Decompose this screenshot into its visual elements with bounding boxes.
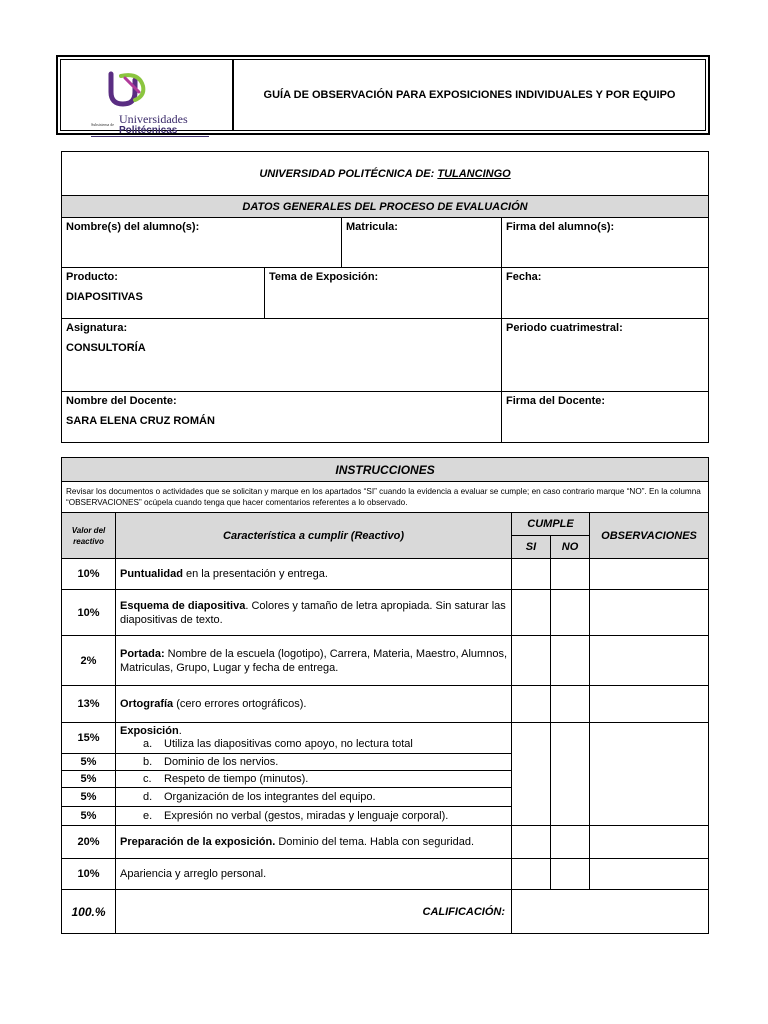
no-cell[interactable] [551,826,590,859]
no-cell[interactable] [551,636,590,686]
total-row [62,890,709,934]
calificacion-label: CALIFICACIÓN: [116,890,512,934]
observaciones-cell[interactable] [590,686,709,723]
no-cell[interactable] [551,723,590,826]
row-description: Esquema de diapositiva. Colores y tamaño de letra apropiada. Sin saturar las diapositivas de texto. [116,590,512,636]
logo-underline [91,136,209,137]
row-description: b. Dominio de los nervios. [116,754,512,771]
logo-cell [61,60,234,136]
row-value: 10% [62,859,116,890]
nombre-docente-field[interactable]: Nombre del Docente: SARA ELENA CRUZ ROMÁN [62,392,502,443]
row-description: Exposición. a. Utiliza las diapositivas como apoyo, no lectura total [116,723,512,754]
si-cell[interactable] [512,590,551,636]
table-row [62,686,709,723]
docente-value: SARA ELENA CRUZ ROMÁN [66,415,215,427]
firma-docente-field[interactable]: Firma del Docente: [502,392,709,443]
table-row [62,636,709,686]
asignatura-value: CONSULTORÍA [66,342,146,354]
row-description: Apariencia y arreglo personal. [116,859,512,890]
row-value: 5% [62,754,116,771]
row-value: 13% [62,686,116,723]
periodo-cuatrimestral-field[interactable]: Periodo cuatrimestral: [502,319,709,392]
logo-text-universidades: Universidades [119,112,188,126]
observaciones-cell[interactable] [590,590,709,636]
row-value: 5% [62,771,116,788]
row-description: Ortografía (cero errores ortográficos). [116,686,512,723]
document-header [56,55,710,135]
tema-exposicion-field[interactable]: Tema de Exposición: [265,268,502,319]
si-cell[interactable] [512,859,551,890]
university-heading: UNIVERSIDAD POLITÉCNICA DE: TULANCINGO [62,152,709,196]
si-cell[interactable] [512,636,551,686]
row-value: 10% [62,590,116,636]
observaciones-cell[interactable] [590,859,709,890]
row-value: 20% [62,826,116,859]
row-description: d. Organización de los integrantes del equipo. [116,788,512,807]
instrucciones-text: Revisar los documentos o actividades que se solicitan y marque en los apartados “SI” cuando la evidencia a evaluar se cumple; en caso contrario marque “NO”. En la columna “OBSERVACIONES” ocúpela cuando tenga que hacer comentarios referentes a lo observado. [62,482,709,513]
observaciones-cell[interactable] [590,559,709,590]
calificacion-field[interactable] [512,890,709,934]
matricula-field[interactable]: Matricula: [342,218,502,268]
col-no: NO [551,536,590,559]
row-description: Puntualidad en la presentación y entrega. [116,559,512,590]
col-cumple: CUMPLE [512,513,590,536]
col-observaciones: OBSERVACIONES [590,513,709,559]
col-caracteristica: Característica a cumplir (Reactivo) [116,513,512,559]
logo-subtext: Subsistema de [91,122,114,127]
col-si: SI [512,536,551,559]
row-description: e. Expresión no verbal (gestos, miradas y lenguaje corporal). [116,807,512,826]
asignatura-field[interactable]: Asignatura: CONSULTORÍA [62,319,502,392]
datos-generales-heading: DATOS GENERALES DEL PROCESO DE EVALUACIÓN [62,196,709,218]
instrucciones-heading: INSTRUCCIONES [62,458,709,482]
university-name: TULANCINGO [437,167,511,180]
row-description: Preparación de la exposición. Dominio del tema. Habla con seguridad. [116,826,512,859]
total-value: 100.% [62,890,116,934]
row-value: 2% [62,636,116,686]
row-value: 15% [62,723,116,754]
table-row [62,590,709,636]
col-valor-reactivo: Valor del reactivo [62,513,116,559]
table-row [62,859,709,890]
table-row [62,559,709,590]
nombre-alumno-field[interactable]: Nombre(s) del alumno(s): [62,218,342,268]
header-inner [60,59,706,136]
si-cell[interactable] [512,826,551,859]
row-value: 5% [62,807,116,826]
fecha-field[interactable]: Fecha: [502,268,709,319]
row-value: 10% [62,559,116,590]
observaciones-cell[interactable] [590,826,709,859]
si-cell[interactable] [512,559,551,590]
producto-field[interactable]: Producto: DIAPOSITIVAS [62,268,265,319]
observaciones-cell[interactable] [590,723,709,826]
row-description: Portada: Nombre de la escuela (logotipo), Carrera, Materia, Maestro, Alumnos, Matriculas, Grupo, Lugar y fecha de entrega. [116,636,512,686]
no-cell[interactable] [551,686,590,723]
no-cell[interactable] [551,559,590,590]
universidades-politecnicas-logo [105,70,149,110]
producto-value: DIAPOSITIVAS [66,291,143,303]
no-cell[interactable] [551,859,590,890]
table-row [62,826,709,859]
si-cell[interactable] [512,723,551,826]
datos-generales-table [61,151,709,443]
observaciones-cell[interactable] [590,636,709,686]
row-description: c. Respeto de tiempo (minutos). [116,771,512,788]
table-row [62,723,709,754]
firma-alumno-field[interactable]: Firma del alumno(s): [502,218,709,268]
logo-text-politecnicas: Politécnicas [119,125,178,136]
rubric-table [61,457,709,934]
no-cell[interactable] [551,590,590,636]
row-value: 5% [62,788,116,807]
document-title: GUÍA DE OBSERVACIÓN PARA EXPOSICIONES INDIVIDUALES Y POR EQUIPO [263,89,676,101]
si-cell[interactable] [512,686,551,723]
